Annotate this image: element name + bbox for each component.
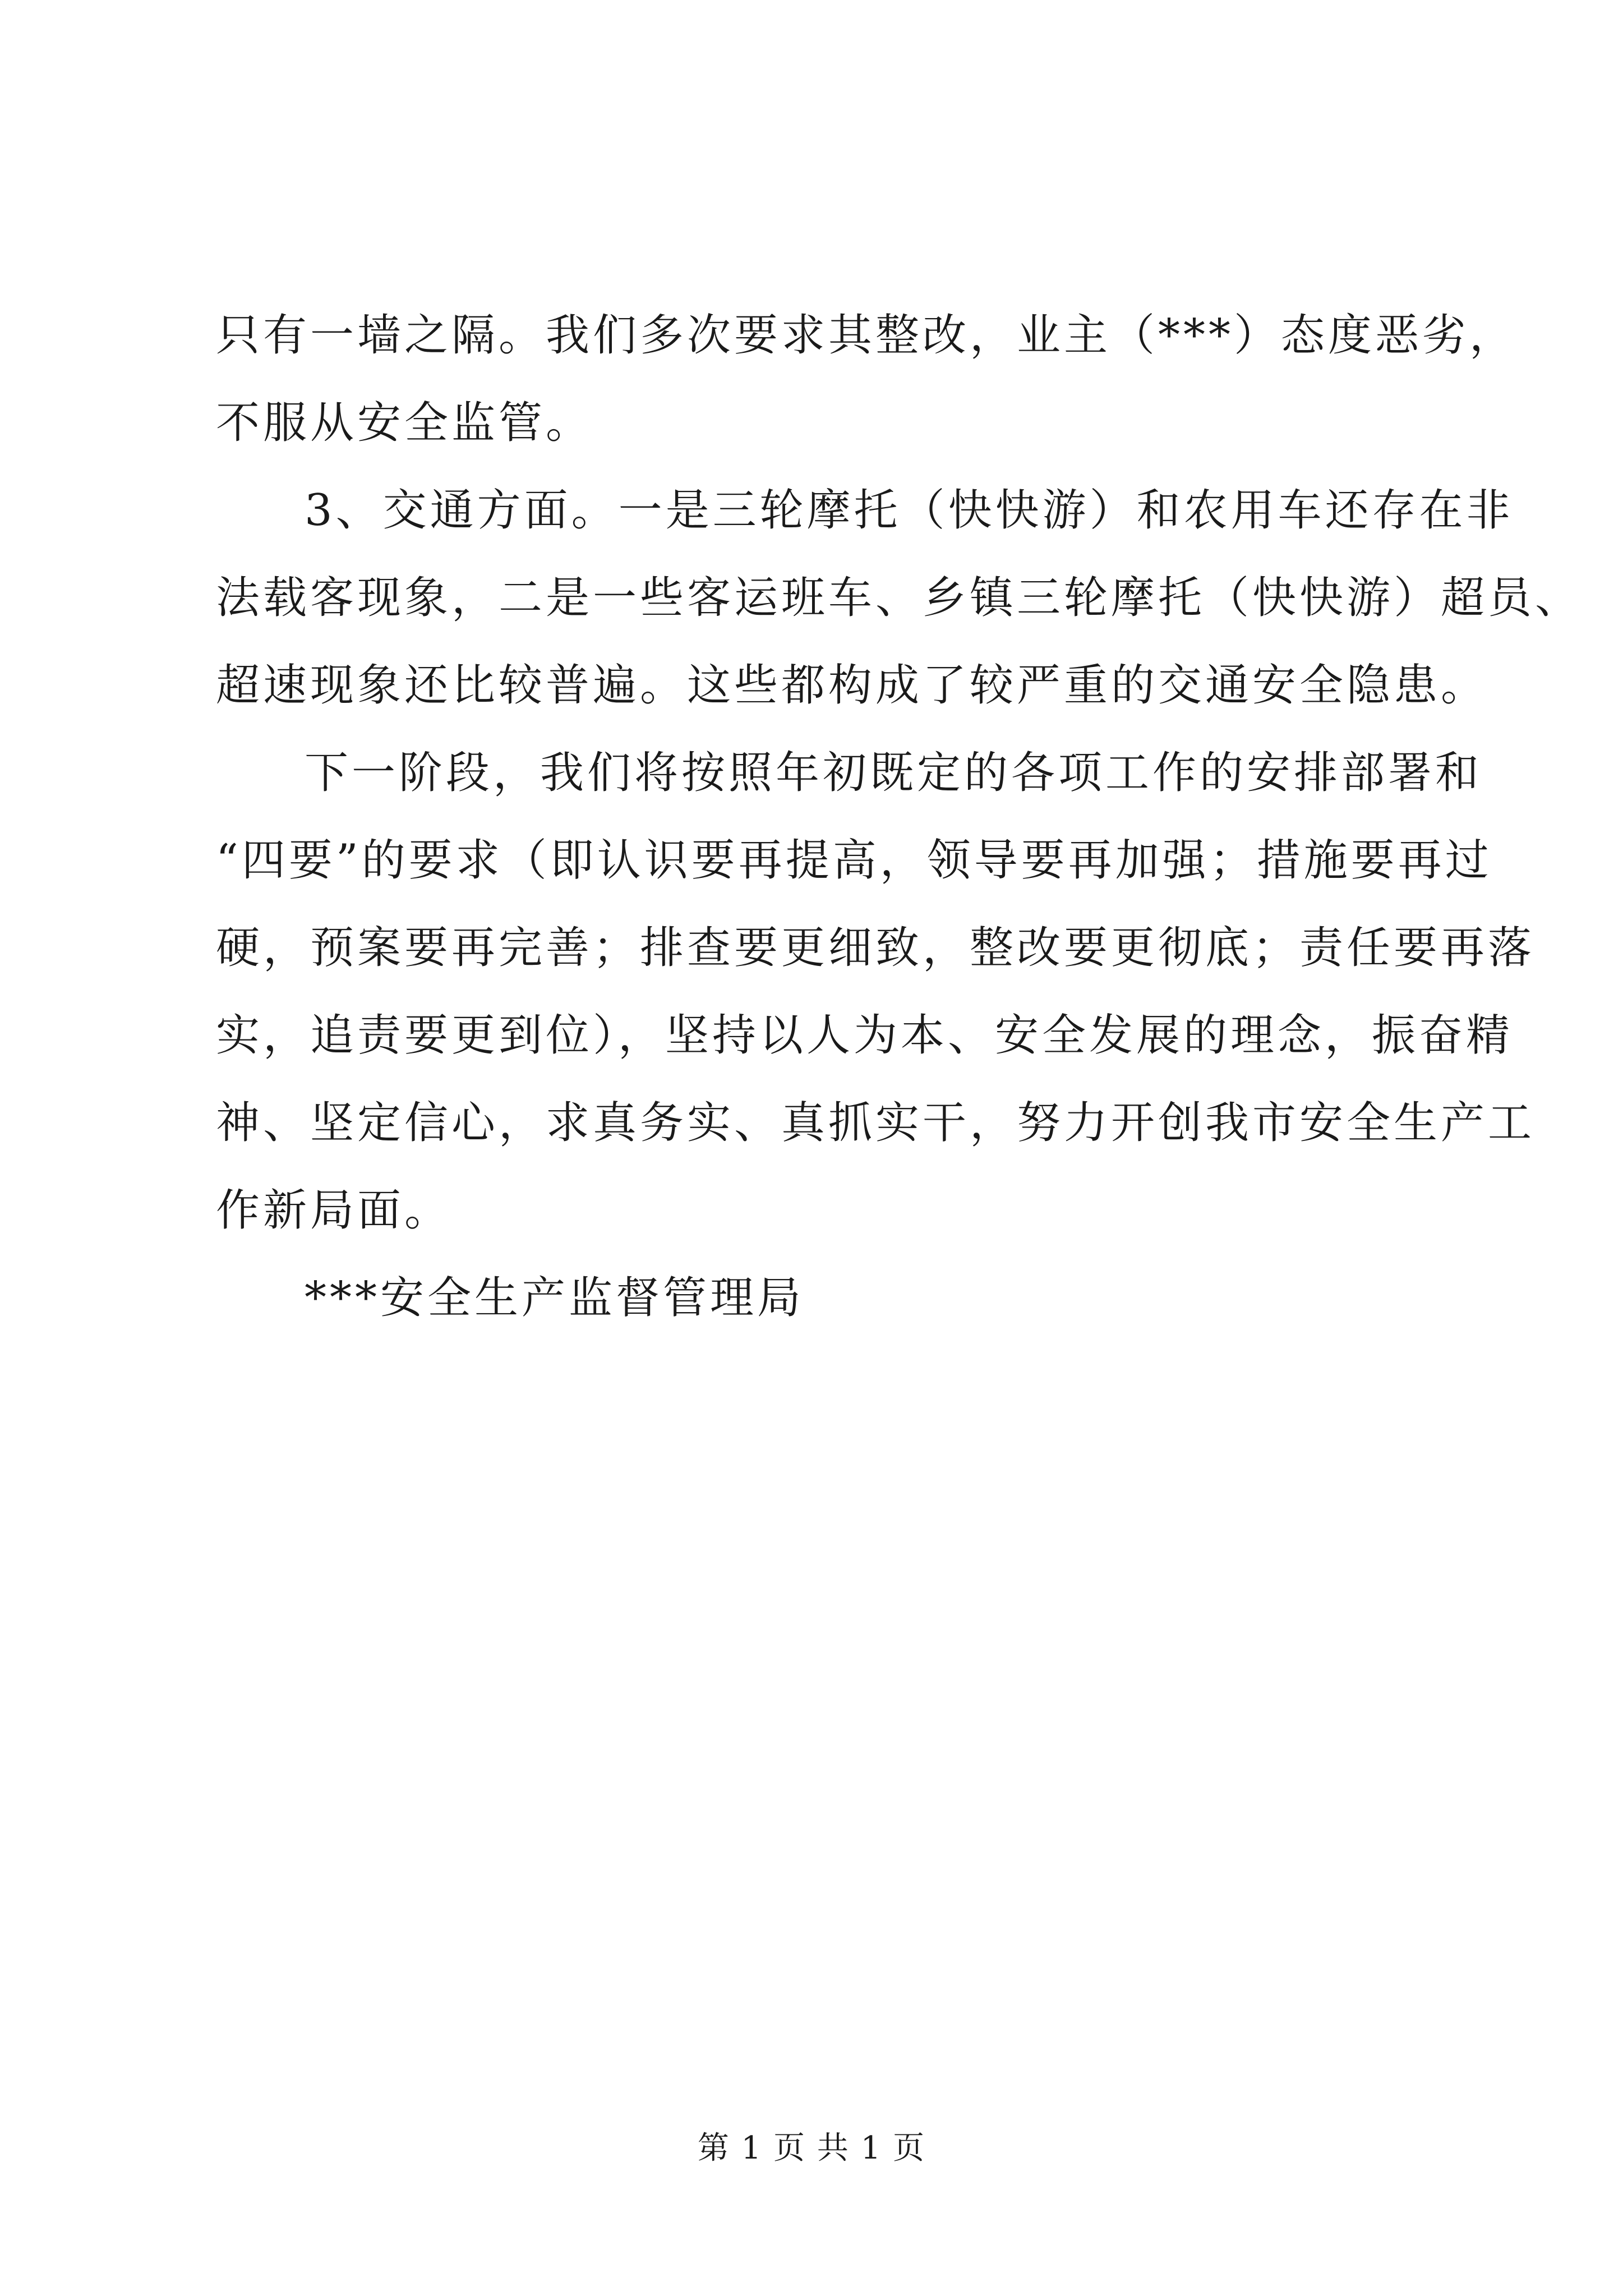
text-line: 作新局面。 — [216, 1185, 452, 1236]
text-line: 硬，预案要再完善；排查要更细致，整改要更彻底；责任要再落 — [216, 923, 1536, 973]
text-line: “四要”的要求（即认识要再提高，领导要再加强；措施要再过 — [216, 835, 1492, 886]
text-line: 下一阶段，我们将按照年初既定的各项工作的安排部署和 — [305, 748, 1483, 798]
page-footer — [0, 2126, 1623, 2171]
text-line: 只有一墙之隔。我们多次要求其整改，业主（***）态度恶劣， — [216, 310, 1517, 361]
text-line: 不服从安全监管。 — [216, 398, 593, 448]
text-line: 法载客现象，二是一些客运班车、乡镇三轮摩托（快快游）超员、 — [216, 573, 1583, 623]
paragraph-traffic — [216, 467, 1583, 729]
signature-block — [216, 1254, 1422, 1342]
paragraph-next-stage — [216, 729, 1536, 1254]
page-number-label: 第 1 页 共 1 页 — [697, 2130, 926, 2166]
paragraph-continued — [216, 292, 1517, 467]
document-body — [216, 292, 1583, 1342]
text-line: 神、坚定信心，求真务实、真抓实干，努力开创我市安全生产工 — [216, 1098, 1536, 1148]
text-line: 实，追责要更到位），坚持以人为本、安全发展的理念，振奋精 — [216, 1010, 1514, 1061]
text-line: 超速现象还比较普遍。这些都构成了较严重的交通安全隐患。 — [216, 660, 1488, 711]
signature-organization: ***安全生产监督管理局 — [305, 1273, 805, 1323]
text-line: 3、交通方面。一是三轮摩托（快快游）和农用车还存在非 — [305, 485, 1514, 536]
